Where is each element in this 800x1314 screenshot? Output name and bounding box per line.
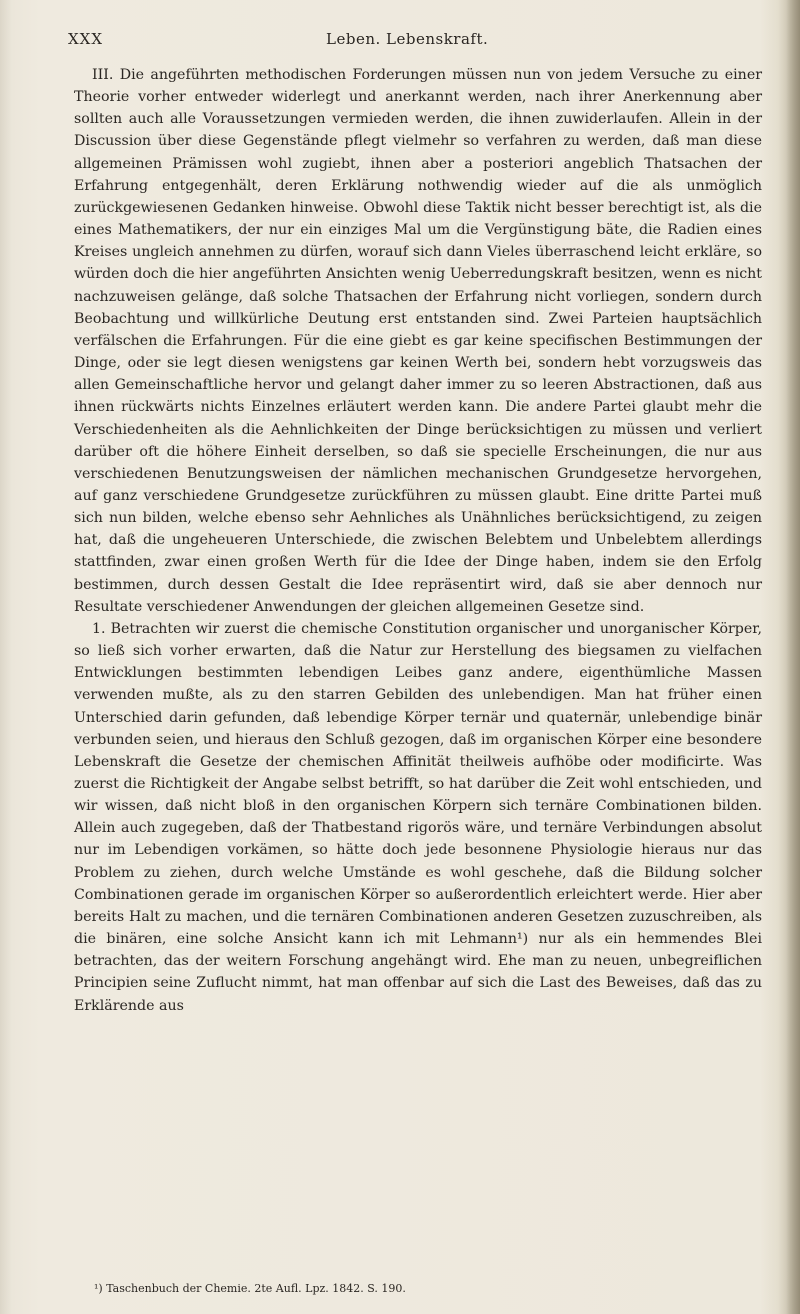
page-header xyxy=(68,30,758,52)
running-title: Leben. Lebenskraft. xyxy=(326,30,489,48)
paragraph-section-iii: III. Die angeführten methodischen Forderungen müssen nun von jedem Versuche zu einer Theorie vorher entweder widerlegt und anerkannt werden, nach ihrer Anerkennung aber sollten auch alle Voraussetzungen vermieden werden, die ihnen zuwiderlaufen. Allein in der Discussion über diese Gegenstände pflegt vielmehr so verfahren zu werden, daß man diese allgemeinen Prämissen wohl zugiebt, ihnen aber a posteriori angeblich Thatsachen der Erfahrung entgegenhält, deren Erklärung nothwendig wieder auf die als unmöglich zurückgewiesenen Gedanken hinweise. Obwohl diese Taktik nicht besser berechtigt ist, als die eines Mathematikers, der nur ein einziges Mal um die Vergünstigung bäte, die Radien eines Kreises ungleich annehmen zu dürfen, worauf sich dann Vieles überraschend leicht erkläre, so würden doch die hier angeführten Ansichten wenig Ueberredungskraft besitzen, wenn es nicht nachzuweisen gelänge, daß solche Thatsachen der Erfahrung nicht vorliegen, sondern durch Beobachtung und willkürliche Deutung erst entstanden sind. Zwei Parteien hauptsächlich verfälschen die Erfahrungen. Für die eine giebt es gar keine specifischen Bestimmungen der Dinge, oder sie legt diesen wenigstens gar keinen Werth bei, sondern hebt vorzugsweis das allen Gemeinschaftliche hervor und gelangt daher immer zu so leeren Abstractionen, daß aus ihnen rückwärts nichts Einzelnes erläutert werden kann. Die andere Partei glaubt mehr die Verschiedenheiten als die Aehnlichkeiten der Dinge berücksichtigen zu müssen und verliert darüber oft die höhere Einheit derselben, so daß sie specielle Erscheinungen, die nur aus verschiedenen Benutzungsweisen der nämlichen mechanischen Grundgesetze hervorgehen, auf ganz verschiedene Grundgesetze zurückführen zu müssen glaubt. Eine dritte Partei muß sich nun bilden, welche ebenso sehr Aehnliches als Unähnliches berücksichtigend, zu zeigen hat, daß die ungeheueren Unterschiede, die zwischen Belebtem und Unbelebtem allerdings stattfinden, zwar einen großen Werth für die Idee der Dinge haben, indem sie den Erfolg bestimmen, durch dessen Gestalt die Idee repräsentirt wird, daß sie aber dennoch nur Resultate verschiedener Anwendungen der gleichen allgemeinen Gesetze sind. xyxy=(74,67,762,615)
page-edge-shadow xyxy=(786,0,800,1314)
paragraph-point-1: 1. Betrachten wir zuerst die chemische Constitution organischer und unorganischer Körper, so ließ sich vorher erwarten, daß die Natur zur Herstellung des biegsamen zu vielfachen Entwicklungen bestimmten lebendigen Leibes ganz andere, eigenthümliche Massen verwenden mußte, als zu den starren Gebilden des unlebendigen. Man hat früher einen Unterschied darin gefunden, daß lebendige Körper ternär und quaternär, unlebendige binär verbunden seien, und hieraus den Schluß gezogen, daß im organischen Körper eine besondere Lebenskraft die Gesetze der chemischen Affinität theilweis aufhöbe oder modificirte. Was zuerst die Richtigkeit der Angabe selbst betrifft, so hat darüber die Zeit wohl entschieden, und wir wissen, daß nicht bloß in den organischen Körpern sich ternäre Combinationen bilden. Allein auch zugegeben, daß der Thatbestand rigorös wäre, und ternäre Verbindungen absolut nur im Lebendigen vorkämen, so hätte doch jede besonnene Physiologie hieraus nur das Problem zu ziehen, durch welche Umstände es wohl geschehe, daß die Bildung solcher Combinationen gerade im organischen Körper so außerordentlich erleichtert werde. Hier aber bereits Halt zu machen, und die ternären Combinationen anderen Gesetzen zuzuschreiben, als die binären, eine solche Ansicht kann ich mit Lehmann¹) nur als ein hemmendes Blei betrachten, das der weitern Forschung angehängt wird. Ehe man zu neuen, unbegreiflichen Principien seine Zuflucht nimmt, hat man offenbar auf sich die Last des Beweises, daß das zu Erklärende aus xyxy=(74,620,762,1014)
page-number: XXX xyxy=(68,30,104,48)
footnote: ¹) Taschenbuch der Chemie. 2te Aufl. Lpz. 1842. S. 190. xyxy=(94,1282,406,1295)
body-text xyxy=(74,64,762,1017)
